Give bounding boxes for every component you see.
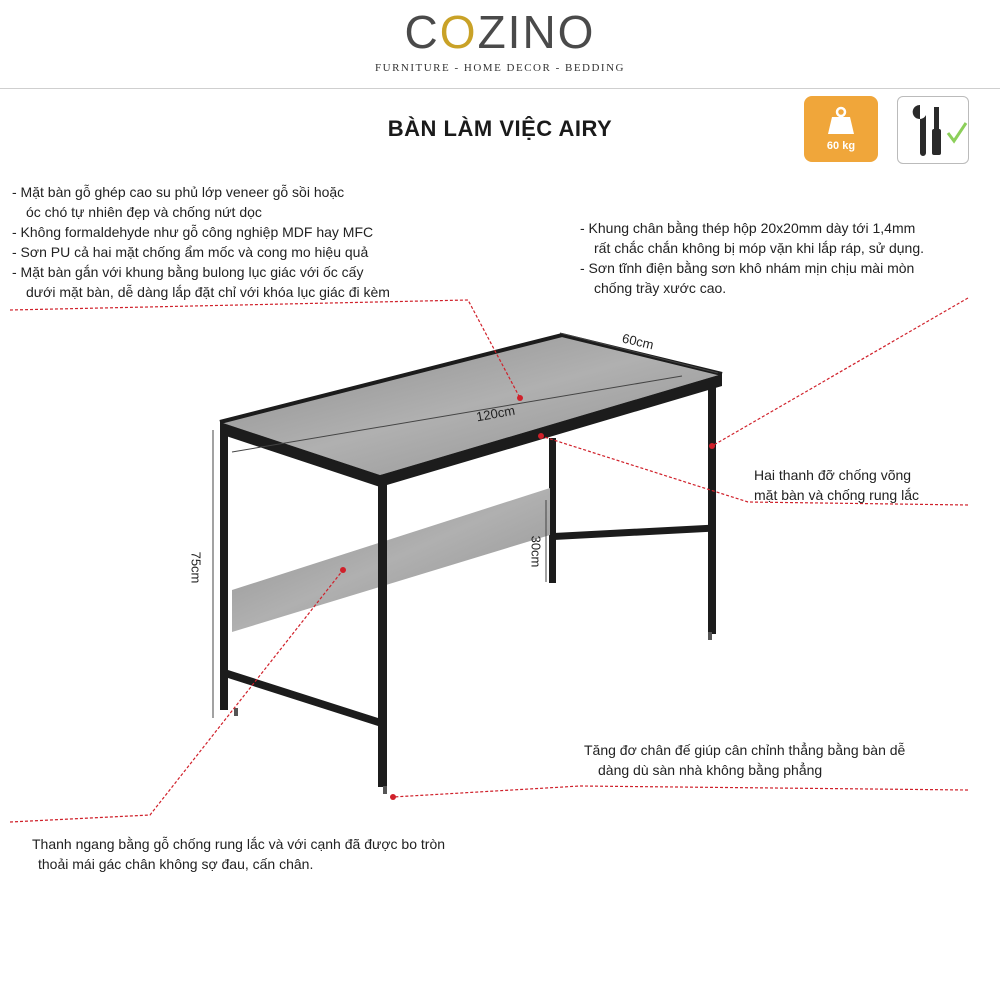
note-line: - Sơn tĩnh điện bằng sơn khô nhám mịn chịu mài mòn <box>580 260 915 276</box>
tabletop <box>220 335 722 487</box>
width-dimension: 120cm <box>474 402 517 425</box>
weight-label: 60 kg <box>826 140 856 152</box>
wooden-crossbar <box>232 488 550 632</box>
note-crossbar <box>32 834 445 874</box>
note-line: dàng dù sàn nhà không bằng phẳng <box>598 762 823 778</box>
note-line: Hai thanh đỡ chống võng <box>754 467 912 483</box>
note-feet <box>584 740 905 780</box>
note-line: Tăng đơ chân đế giúp cân chỉnh thẳng bằng bàn dễ <box>584 742 906 758</box>
note-frame <box>580 218 924 298</box>
note-line: - Không formaldehyde như gỗ công nghiệp MDF hay MFC <box>12 224 374 240</box>
page-title: BÀN LÀM VIỆC AIRY <box>387 116 613 141</box>
note-line: mặt bàn và chống rung lắc <box>754 487 919 503</box>
note-line: - Khung chân bằng thép hộp 20x20mm dày tới 1,4mm <box>580 220 916 236</box>
note-line: - Mặt bàn gỗ ghép cao su phủ lớp veneer gỗ sồi hoặc <box>12 184 345 200</box>
note-line: - Sơn PU cả hai mặt chống ẩm mốc và cong mo hiệu quả <box>12 244 369 260</box>
note-line: rất chắc chắn không bị móp vặn khi lắp ráp, sử dụng. <box>594 240 925 256</box>
brand-tagline: FURNITURE - HOME DECOR - BEDDING <box>375 62 625 74</box>
bar-height-dimension: 30cm <box>528 535 544 568</box>
brand-letter-c: C <box>404 6 440 58</box>
note-line: - Mặt bàn gắn với khung bằng bulong lục giác với ốc cấy <box>12 264 364 280</box>
brand-letters: ZINO <box>477 6 596 58</box>
brand-letter-o-house: O <box>439 6 478 58</box>
note-line: chống trầy xước cao. <box>594 280 727 296</box>
height-dimension: 75cm <box>188 551 204 584</box>
note-line: thoải mái gác chân không sợ đau, cấn chân. <box>38 856 314 872</box>
note-line: Thanh ngang bằng gỗ chống rung lắc và với cạnh đã được bo tròn <box>32 836 446 852</box>
note-line: dưới mặt bàn, dễ dàng lắp đặt chỉ với khóa lục giác đi kèm <box>26 284 390 300</box>
note-line: óc chó tự nhiên đẹp và chống nứt dọc <box>26 204 262 220</box>
depth-dimension: 60cm <box>620 330 656 353</box>
note-tabletop <box>12 182 390 302</box>
note-support <box>754 465 919 505</box>
